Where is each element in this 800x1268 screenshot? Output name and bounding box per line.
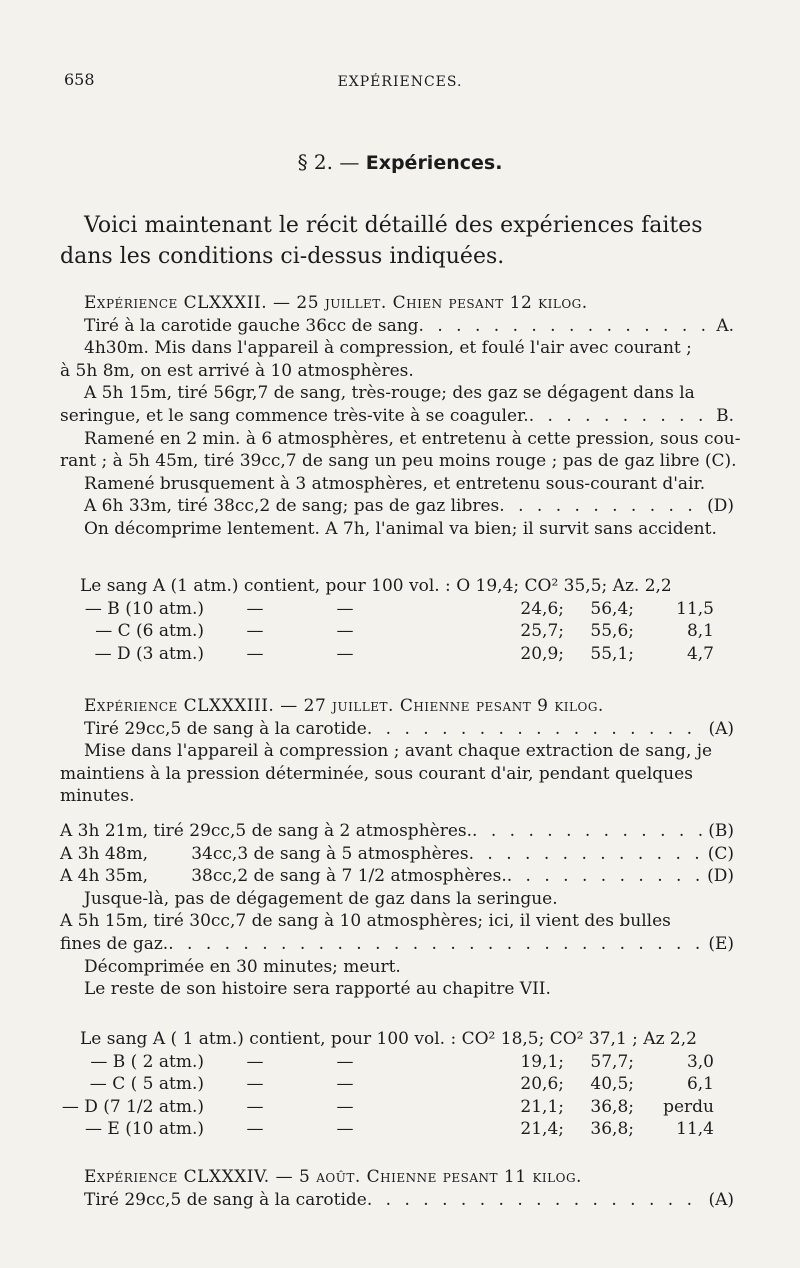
text-line: 4h30m. Mis dans l'appareil à compression, et foulé l'air avec courant ; bbox=[84, 338, 692, 359]
text-line: fines de gaz. . . . (E) bbox=[60, 933, 734, 956]
text-line: Jusque-là, pas de dégagement de gaz dans la seringue. bbox=[84, 888, 558, 909]
section-title: Expériences. bbox=[365, 152, 503, 174]
intro-line-2: dans les conditions ci-dessus indiquées. bbox=[60, 244, 505, 269]
text-line: A 3h 48m, 34cc,3 de sang à 5 atmosphères . . . (C) bbox=[60, 843, 734, 866]
text-line: Ramené brusquement à 3 atmosphères, et entretenu sous-courant d'air. bbox=[84, 473, 706, 494]
table-row: — B ( 2 atm.) — — 19,1; 57,7; 3,0 bbox=[90, 1051, 714, 1072]
page-number: 658 bbox=[64, 70, 95, 89]
text-line: A 3h 21m, tiré 29cc,5 de sang à 2 atmosphères. . . . (B) bbox=[60, 820, 734, 843]
text-line: Tiré 29cc,5 de sang à la carotide . . . (A) bbox=[84, 718, 734, 741]
text-line: A 6h 33m, tiré 38cc,2 de sang; pas de gaz libres . . . (D) bbox=[84, 495, 734, 518]
results-table-182 bbox=[60, 575, 720, 665]
section-heading bbox=[0, 150, 800, 174]
table-intro: Le sang A ( 1 atm.) contient, pour 100 vol. : CO² 18,5; CO² 37,1 ; Az 2,2 bbox=[80, 1029, 697, 1049]
results-table-183 bbox=[60, 1028, 720, 1141]
table-row: — C ( 5 atm.) — — 20,6; 40,5; 6,1 bbox=[89, 1074, 714, 1095]
text-line: Ramené en 2 min. à 6 atmosphères, et entretenu à cette pression, sous cou- bbox=[84, 428, 741, 449]
text-line: On décomprime lentement. A 7h, l'animal va bien; il survit sans accident. bbox=[84, 518, 717, 539]
table-row: — B (10 atm.) — — 24,6; 56,4; 11,5 bbox=[84, 598, 714, 619]
experiment-183 bbox=[60, 695, 734, 1001]
experiment-184 bbox=[84, 1166, 734, 1211]
text-line: Tiré 29cc,5 de sang à la carotide . . . (A) bbox=[84, 1189, 734, 1212]
text-line: à 5h 8m, on est arrivé à 10 atmosphères. bbox=[60, 360, 414, 381]
table-row: — D (7 1/2 atm.) — — 21,1; 36,8; perdu bbox=[61, 1096, 714, 1117]
text-line: A 5h 15m, tiré 30cc,7 de sang à 10 atmosphères; ici, il vient des bulles bbox=[60, 911, 671, 932]
intro-paragraph bbox=[60, 210, 734, 272]
text-line: maintiens à la pression déterminée, sous courant d'air, pendant quelques bbox=[60, 763, 693, 784]
intro-line-1: Voici maintenant le récit détaillé des expériences faites bbox=[84, 213, 703, 238]
table-row: — D (3 atm.) — — 20,9; 55,1; 4,7 bbox=[94, 643, 714, 664]
text-line: A 4h 35m, 38cc,2 de sang à 7 1/2 atmosphères. . . . (D) bbox=[60, 865, 734, 888]
text-line: rant ; à 5h 45m, tiré 39cc,7 de sang un peu moins rouge ; pas de gaz libre (C). bbox=[60, 451, 737, 472]
experiment-182 bbox=[60, 292, 741, 541]
text-line: A 5h 15m, tiré 56gr,7 de sang, très-rouge; des gaz se dégagent dans la bbox=[84, 383, 695, 404]
table-row: — E (10 atm.) — — 21,4; 36,8; 11,4 bbox=[84, 1119, 714, 1140]
section-prefix: § 2. — bbox=[297, 150, 360, 174]
text-line: Le reste de son histoire sera rapporté au chapitre VII. bbox=[84, 979, 551, 1000]
experiment-heading: Expérience CLXXXIII. — 27 juillet. Chienne pesant 9 kilog. bbox=[84, 696, 604, 716]
table-row: — C (6 atm.) — — 25,7; 55,6; 8,1 bbox=[95, 621, 714, 642]
text-line: minutes. bbox=[60, 786, 135, 807]
text-line: Mise dans l'appareil à compression ; avant chaque extraction de sang, je bbox=[84, 741, 713, 762]
text-line: seringue, et le sang commence très-vite à se coaguler. . . . B. bbox=[60, 405, 734, 428]
text-line: Décomprimée en 30 minutes; meurt. bbox=[84, 956, 401, 977]
experiment-heading: Expérience CLXXXII. — 25 juillet. Chien pesant 12 kilog. bbox=[84, 293, 588, 313]
text-line: Tiré à la carotide gauche 36cc de sang . . . A. bbox=[84, 315, 734, 338]
table-intro: Le sang A (1 atm.) contient, pour 100 vol. : O 19,4; CO² 35,5; Az. 2,2 bbox=[80, 576, 672, 596]
experiment-heading: Expérience CLXXXIV. — 5 août. Chienne pesant 11 kilog. bbox=[84, 1167, 582, 1187]
running-title: EXPÉRIENCES. bbox=[337, 74, 463, 90]
